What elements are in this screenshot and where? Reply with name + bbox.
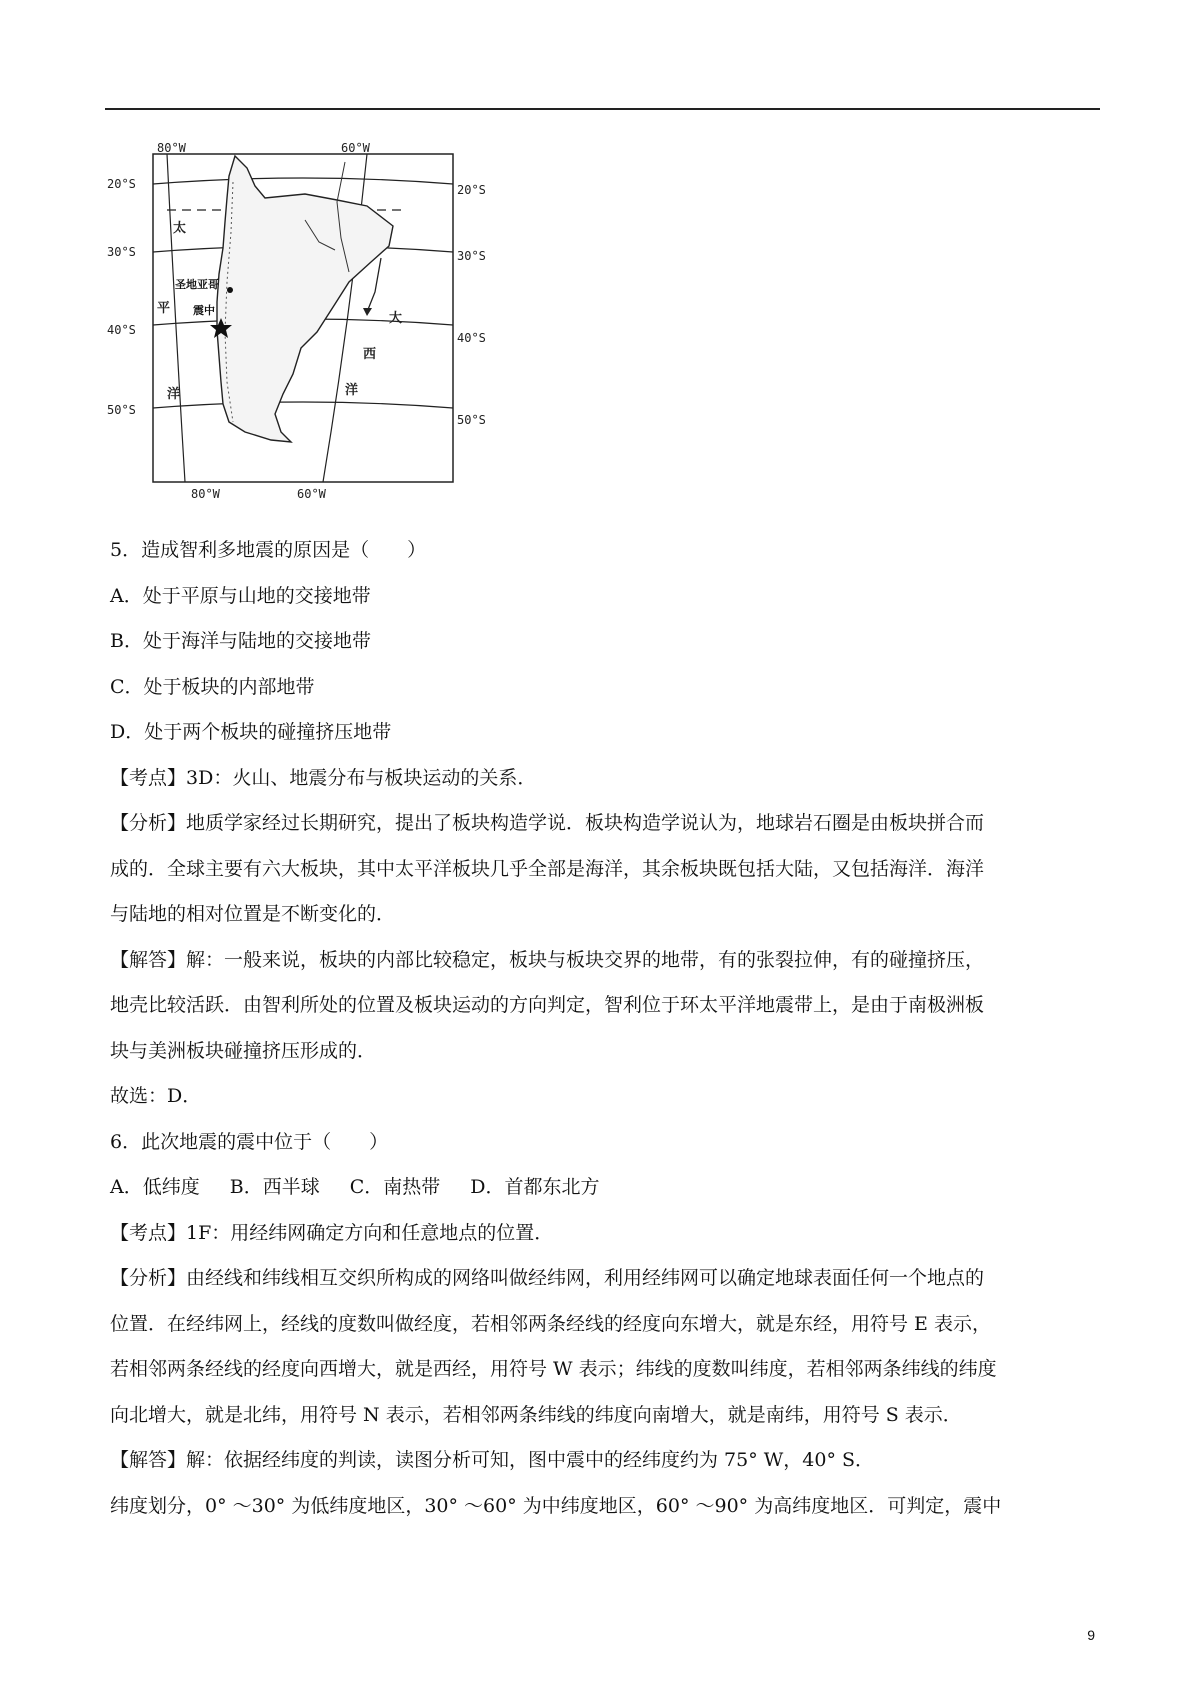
q6-fenxi-4: 向北增大，就是北纬，用符号 N 表示，若相邻两条纬线的纬度向南增大，就是南纬，用符号 S 表示． — [110, 1403, 962, 1426]
ocean-east-char-1: 大 — [389, 311, 403, 326]
page-number: 9 — [1087, 1627, 1095, 1643]
south-america-outline — [217, 156, 393, 442]
ocean-west-char-2: 平 — [157, 301, 171, 316]
q6-jieda-2: 纬度划分，0° ～30° 为低纬度地区，30° ～60° 为中纬度地区，60° ～90° 为高纬度地区．可判定，震中 — [110, 1494, 1002, 1517]
header-rule — [105, 108, 1100, 110]
q6-fenxi-tag: 【分析】 — [110, 1267, 187, 1289]
q5-fenxi-tag: 【分析】 — [110, 812, 187, 834]
lon-label-80w-bottom: 80°W — [191, 487, 220, 501]
q5-fenxi-2: 成的．全球主要有六大板块，其中太平洋板块几乎全部是海洋，其余板块既包括大陆，又包括海洋．海洋 — [110, 857, 985, 880]
lon-label-80w-top: 80°W — [157, 142, 186, 155]
q5-stem: 5．造成智利多地震的原因是（ ） — [110, 539, 427, 561]
q5-option-d: D．处于两个板块的碰撞挤压地带 — [110, 721, 392, 743]
lat-label-40s-left: 40°S — [107, 323, 136, 337]
q6-option-b: B．西半球 — [229, 1176, 320, 1198]
lat-label-50s-left: 50°S — [107, 403, 136, 417]
lat-label-20s-right: 20°S — [457, 183, 486, 197]
q6-fenxi-2: 位置．在经纬网上，经线的度数叫做经度，若相邻两条经线的经度向东增大，就是东经，用符号 E 表示， — [110, 1312, 991, 1335]
q5-kaodian-text: 3D：火山、地震分布与板块运动的关系． — [186, 766, 537, 789]
santiago-dot — [227, 287, 233, 293]
q5-jieda-3: 块与美洲板块碰撞挤压形成的． — [110, 1039, 377, 1062]
south-america-map — [105, 142, 495, 522]
ocean-west-char-1: 太 — [173, 221, 187, 236]
lat-label-30s-left: 30°S — [107, 245, 136, 259]
q6-option-a: A．低纬度 — [110, 1176, 200, 1198]
q5-jieda-text-1: 解：一般来说，板块的内部比较稳定，板块与板块交界的地带，有的张裂拉伸，有的碰撞挤压， — [186, 948, 985, 971]
q5-fenxi-1 — [110, 801, 1100, 847]
q6-fenxi-1 — [110, 1256, 1100, 1302]
lat-label-30s-right: 30°S — [457, 249, 486, 263]
q6-stem: 6．此次地震的震中位于（ ） — [110, 1130, 389, 1153]
santiago-label: 圣地亚哥 — [175, 278, 219, 291]
lat-label-50s-right: 50°S — [457, 413, 486, 427]
q5-option-b: B．处于海洋与陆地的交接地带 — [110, 630, 371, 652]
q5-kaodian-tag: 【考点】 — [110, 766, 187, 789]
q6-kaodian-text: 1F：用经纬网确定方向和任意地点的位置． — [186, 1221, 554, 1244]
q6-jieda-text-1: 解：依据经纬度的判读，读图分析可知，图中震中的经纬度约为 75° W，40° S． — [186, 1449, 875, 1471]
ocean-east-char-3: 洋 — [345, 383, 359, 398]
question-content — [110, 528, 1100, 1529]
lon-label-60w-top: 60°W — [341, 142, 370, 155]
q6-kaodian — [110, 1211, 1100, 1257]
q6-options — [110, 1165, 1100, 1211]
epicenter-label: 震中 — [193, 304, 215, 317]
lat-label-40s-right: 40°S — [457, 331, 486, 345]
q6-fenxi-3: 若相邻两条经线的经度向西增大，就是西经，用符号 W 表示；纬线的度数叫纬度，若相邻两条纬线的纬度 — [110, 1358, 997, 1380]
q5-option-c: C．处于板块的内部地带 — [110, 675, 315, 698]
q5-jieda-1 — [110, 938, 1100, 984]
ocean-east-char-2: 西 — [363, 347, 377, 362]
q6-jieda-tag: 【解答】 — [110, 1449, 187, 1471]
q6-option-c: C．南热带 — [349, 1176, 441, 1198]
q6-option-d: D．首都东北方 — [470, 1176, 600, 1198]
parallel-20s — [153, 178, 453, 184]
lon-label-60w-bottom: 60°W — [297, 487, 326, 501]
parallel-50s — [153, 402, 453, 408]
q6-fenxi-text-1: 由经线和纬线相互交织所构成的网络叫做经纬网，利用经纬网可以确定地球表面任何一个地点的 — [186, 1267, 985, 1289]
lat-label-20s-left: 20°S — [107, 177, 136, 191]
q5-option-a: A．处于平原与山地的交接地带 — [110, 584, 371, 607]
q5-jieda-2: 地壳比较活跃．由智利所处的位置及板块运动的方向判定，智利位于环太平洋地震带上，是由于南极洲板 — [110, 994, 985, 1016]
ocean-west-char-3: 洋 — [167, 387, 181, 402]
q5-fenxi-text-1: 地质学家经过长期研究，提出了板块构造学说．板块构造学说认为，地球岩石圈是由板块拼合而 — [186, 812, 985, 834]
q5-kaodian — [110, 756, 1100, 802]
q6-kaodian-tag: 【考点】 — [110, 1221, 187, 1244]
q5-fenxi-3: 与陆地的相对位置是不断变化的． — [110, 903, 396, 925]
meridian-80w — [167, 154, 185, 482]
q6-jieda-1 — [110, 1438, 1100, 1484]
q5-jieda-tag: 【解答】 — [110, 948, 187, 971]
q5-answer: 故选：D． — [110, 1085, 202, 1107]
